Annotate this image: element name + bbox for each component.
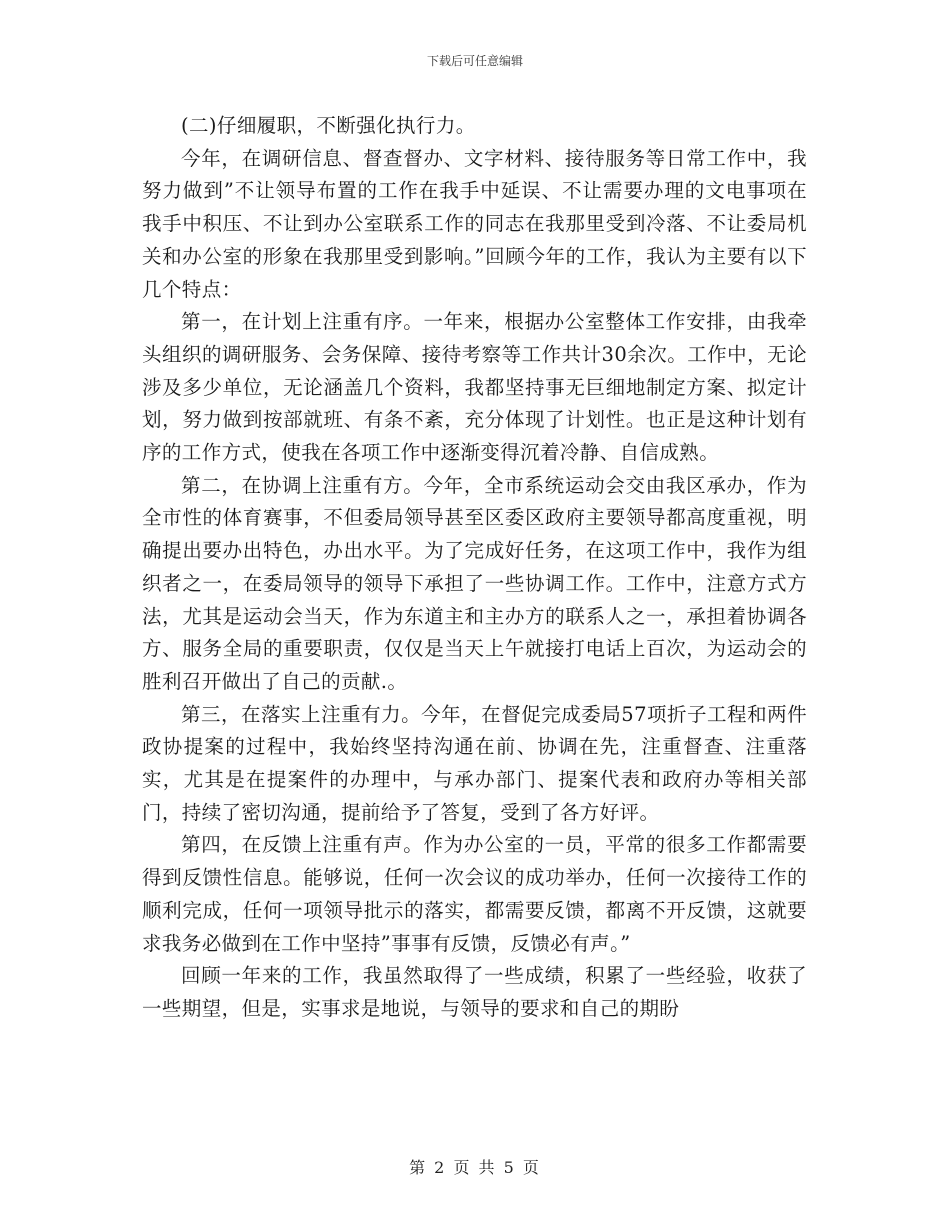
paragraph-fourth: 第四，在反馈上注重有声。作为办公室的一员，平常的很多工作都需要得到反馈性信息。能够说，任何一次会议的成功举办，任何一次接待工作的顺利完成，任何一项领导批示的落实，都需要反馈，都离不开反馈，这就要求我务必做到在工作中坚持”事事有反馈，反馈必有声。” <box>142 833 807 955</box>
paragraph-third: 第三，在落实上注重有力。今年，在督促完成委局57项折子工程和两件政协提案的过程中，我始终坚持沟通在前、协调在先，注重督查、注重落实，尤其是在提案件的办理中，与承办部门、提案代表和政府办等相关部门，持续了密切沟通，提前给予了答复，受到了各方好评。 <box>142 702 807 824</box>
paragraph-first: 第一，在计划上注重有序。一年来，根据办公室整体工作安排，由我牵头组织的调研服务、会务保障、接待考察等工作共计30余次。工作中，无论涉及多少单位，无论涵盖几个资料，我都坚持事无巨细地制定方案、拟定计划，努力做到按部就班、有条不紊，充分体现了计划性。也正是这种计划有序的工作方式，使我在各项工作中逐渐变得沉着冷静、自信成熟。 <box>142 310 807 465</box>
page-header: 下载后可任意编辑 <box>426 54 523 68</box>
section-heading: (二)仔细履职，不断强化执行力。 <box>181 114 476 137</box>
document-body <box>142 110 807 1026</box>
paragraph-intro: 今年，在调研信息、督查督办、文字材料、接待服务等日常工作中，我努力做到”不让领导布置的工作在我手中延误、不让需要办理的文电事项在我手中积压、不让到办公室联系工作的同志在我那里受到冷落、不让委局机关和办公室的形象在我那里受到影响。”回顾今年的工作，我认为主要有以下几个特点： <box>142 146 807 301</box>
page-number: 第 2 页 共 5 页 <box>409 1158 541 1177</box>
paragraph-second: 第二，在协调上注重有方。今年，全市系统运动会交由我区承办，作为全市性的体育赛事，不但委局领导甚至区委区政府主要领导都高度重视，明确提出要办出特色，办出水平。为了完成好任务，在这项工作中，我作为组织者之一，在委局领导的领导下承担了一些协调工作。工作中，注意方式方法，尤其是运动会当天，作为东道主和主办方的联系人之一，承担着协调各方、服务全局的重要职责，仅仅是当天上午就接打电话上百次，为运动会的胜利召开做出了自己的贡献.。 <box>142 473 807 693</box>
paragraph-review: 回顾一年来的工作，我虽然取得了一些成绩，积累了一些经验，收获了一些期望，但是，实事求是地说，与领导的要求和自己的期盼 <box>142 964 807 1020</box>
